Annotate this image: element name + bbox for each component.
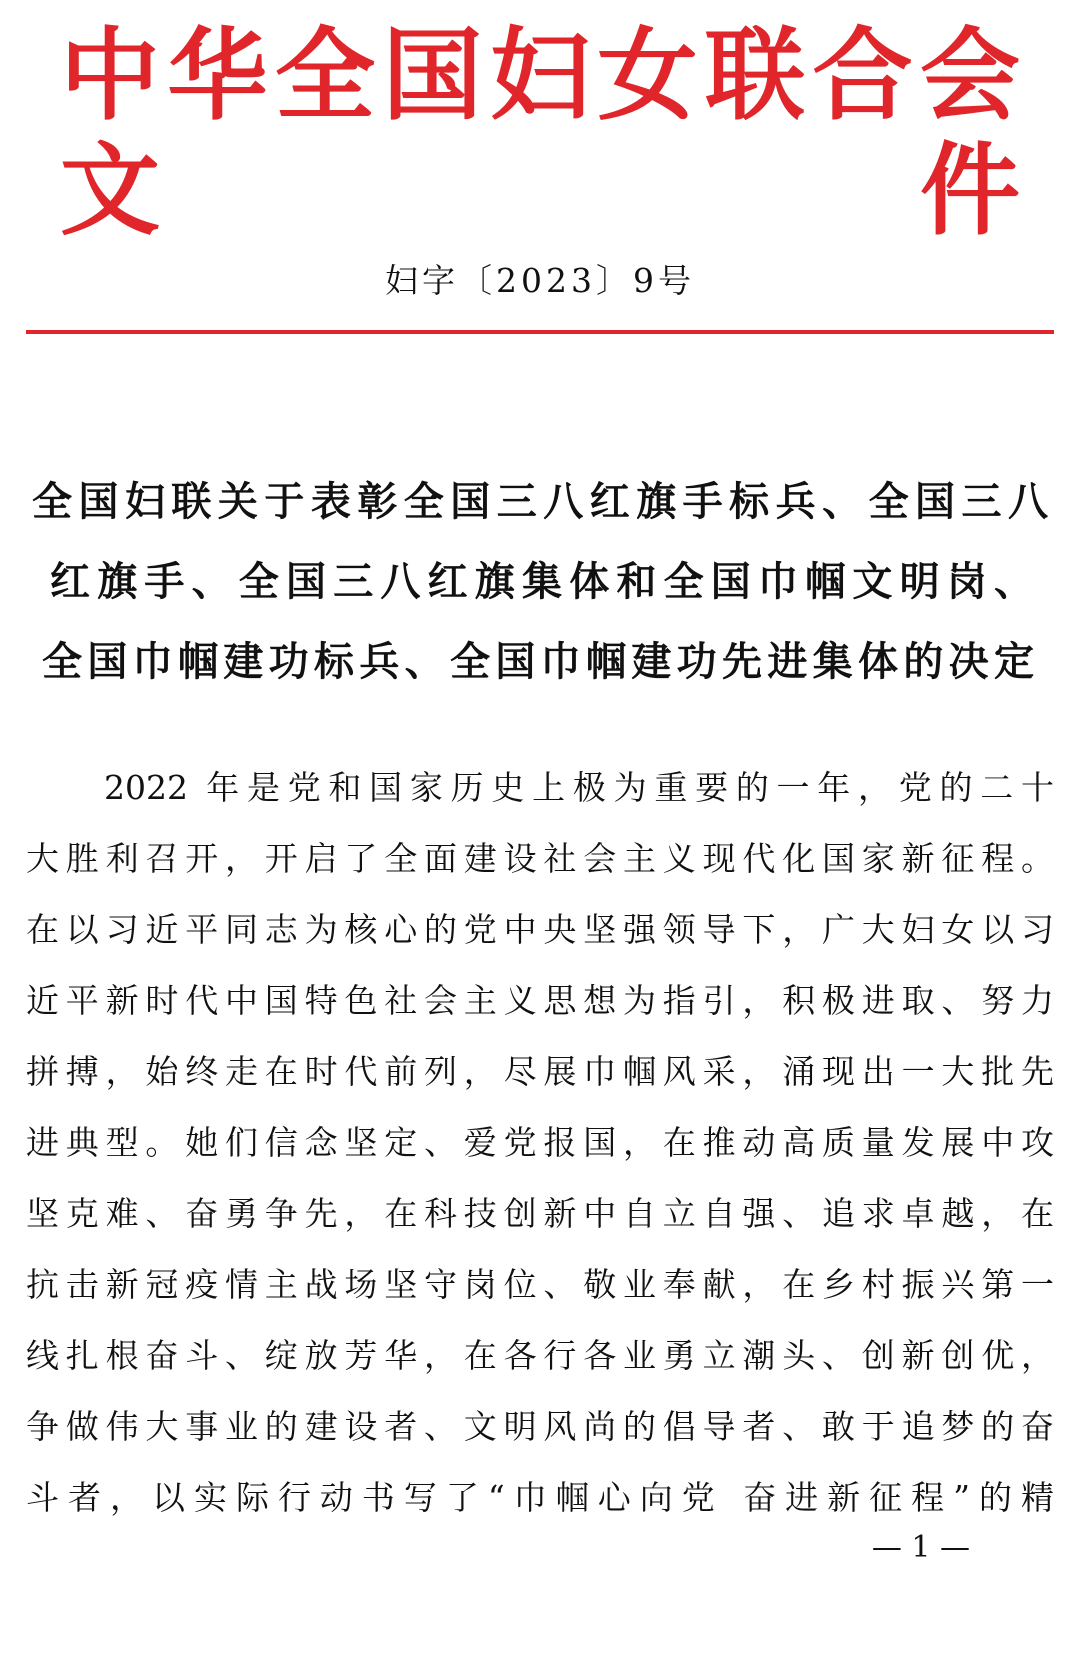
body-line: 2022 年是党和国家历史上极为重要的一年，党的二十 xyxy=(104,768,1054,807)
title-line: 红旗手、全国三八红旗集体和全国巾帼文明岗、 xyxy=(50,559,1034,605)
title-line: 全国妇联关于表彰全国三八红旗手标兵、全国三八 xyxy=(32,479,1048,525)
document-header-title: 中华全国妇女联合会文件 xyxy=(60,17,1020,249)
body-line: 斗者，以实际行动书写了“巾帼心向党 奋进新征程”的精 xyxy=(26,1478,1054,1517)
body-line: 抗击新冠疫情主战场坚守岗位、敬业奉献，在乡村振兴第一 xyxy=(26,1265,1054,1304)
body-line: 争做伟大事业的建设者、文明风尚的倡导者、敢于追梦的奋 xyxy=(26,1407,1054,1446)
document-title xyxy=(26,462,1054,702)
document-number: 妇字〔2023〕9号 xyxy=(385,261,695,300)
document-body xyxy=(26,752,1054,1533)
body-line: 近平新时代中国特色社会主义思想为指引，积极进取、努力 xyxy=(26,981,1054,1020)
body-line: 在以习近平同志为核心的党中央坚强领导下，广大妇女以习 xyxy=(26,910,1054,949)
body-line: 坚克难、奋勇争先，在科技创新中自立自强、追求卓越，在 xyxy=(26,1194,1054,1233)
body-line: 大胜利召开，开启了全面建设社会主义现代化国家新征程。 xyxy=(26,839,1054,878)
red-divider xyxy=(26,330,1054,334)
body-line: 拼搏，始终走在时代前列，尽展巾帼风采，涌现出一大批先 xyxy=(26,1052,1054,1091)
body-line: 线扎根奋斗、绽放芳华，在各行各业勇立潮头、创新创优， xyxy=(26,1336,1054,1375)
body-line: 进典型。她们信念坚定、爱党报国，在推动高质量发展中攻 xyxy=(26,1123,1054,1162)
title-line: 全国巾帼建功标兵、全国巾帼建功先进集体的决定 xyxy=(42,639,1034,685)
page-number: — 1 — xyxy=(871,1530,970,1565)
